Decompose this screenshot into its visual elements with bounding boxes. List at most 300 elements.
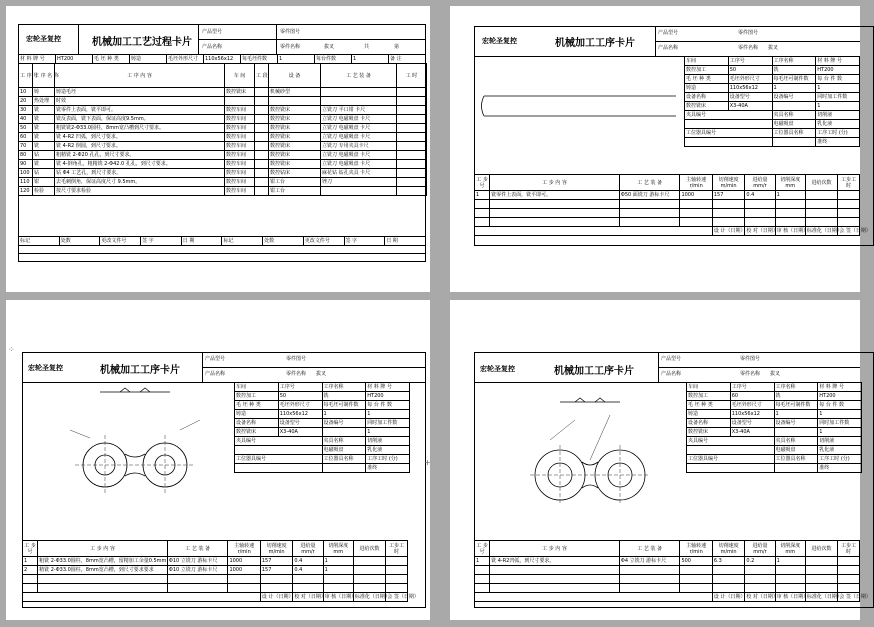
op-info-value: 铸造 <box>687 410 731 419</box>
op-step-cell: 1 <box>475 557 490 566</box>
op-info-label: 工序号 <box>730 383 774 392</box>
op-step-cell <box>619 584 680 593</box>
process-cell: 铣 <box>33 115 55 124</box>
op-step-cell <box>475 593 713 602</box>
op-info-value: 1 <box>772 84 816 93</box>
op-step-cell <box>838 566 860 575</box>
op-info-label: 设备型号 <box>278 419 322 428</box>
product-name-label: 产品名称 <box>658 45 679 51</box>
op-info-label: 工序号 <box>728 57 772 66</box>
part-name-label: 零件名称 <box>740 371 761 377</box>
op-step-cell <box>838 575 860 584</box>
process-header-cell: 工 段 <box>255 64 269 88</box>
op-info-label: 每毛坯可制件数 <box>774 401 818 410</box>
op-info-label: 夹具名称 <box>772 111 816 120</box>
op-info-value: X3-40A <box>728 102 772 111</box>
op-step-cell <box>353 566 385 575</box>
process-footer-cell: 标记 <box>19 237 60 246</box>
table-row <box>19 178 427 187</box>
op-step-cell <box>838 209 860 218</box>
op-step-cell <box>475 218 490 227</box>
product-name-label: 产品名称 <box>661 371 682 377</box>
op-step-cell <box>680 575 712 584</box>
part-no-label: 零件图号 <box>280 29 301 35</box>
company-logo-text: 宏轮圣复控 <box>480 365 515 373</box>
op-step-cell <box>775 218 805 227</box>
op-step-cell <box>23 593 261 602</box>
process-meta-cell: 1 <box>352 55 389 64</box>
op-step-cell <box>712 200 744 209</box>
op-step-cell: 157 <box>712 191 744 200</box>
table-row <box>23 566 408 575</box>
op-info-label: 工序名称 <box>322 383 366 392</box>
process-cell: 铣 4-倒角孔，粗精铣 2-Φ42.0 孔孔，到尺寸要求。 <box>55 160 225 169</box>
op-step-cell <box>353 557 385 566</box>
op-info-label: 夹具名称 <box>322 437 366 446</box>
process-cell <box>255 187 269 196</box>
op-info-label: 毛 坯 种 类 <box>685 75 729 84</box>
op-step-cell <box>490 209 620 218</box>
op-info-value: 铣 <box>772 66 816 75</box>
process-footer-cell: 签 字 <box>141 237 182 246</box>
op-step-cell: 1000 <box>228 557 260 566</box>
op-info-value: 1 <box>774 410 818 419</box>
op-info-value: 铸造 <box>235 410 279 419</box>
process-cell <box>321 97 397 106</box>
process-cell: 铣反表面，铣下表面，保证高度9.5mm。 <box>55 115 225 124</box>
op-step-cell <box>805 566 837 575</box>
op-info-label: 工序工时 (分) <box>818 455 862 464</box>
design-sign-cell: 会 签（日期） <box>387 594 419 600</box>
op-step-cell <box>619 218 680 227</box>
op-info-label: 工位器具编号 <box>687 455 775 464</box>
op-info-label: 工序号 <box>278 383 322 392</box>
table-row <box>19 124 427 133</box>
op-info-label: 工序工时 (分) <box>816 129 860 138</box>
design-sign-cell: 设 计（日期） <box>261 594 294 600</box>
process-cell: 检验 <box>33 187 55 196</box>
process-cell <box>321 187 397 196</box>
product-model-label: 产品型号 <box>658 30 679 36</box>
op-step-cell: 157 <box>260 557 292 566</box>
process-cell <box>255 124 269 133</box>
op-step-cell: 铣零件上表面，铣平即可。 <box>490 191 620 200</box>
op-step-cell <box>680 218 712 227</box>
process-cell <box>255 97 269 106</box>
op-info-label: 乳化液 <box>366 446 410 455</box>
op-info-label: 车间 <box>685 57 729 66</box>
page-total-label: 共 <box>364 44 370 50</box>
process-cell: 数控钻床 <box>269 169 321 178</box>
op-steps <box>474 174 871 236</box>
op-step-cell <box>838 584 860 593</box>
op-step-cell <box>805 575 837 584</box>
part-name-value: 拔叉 <box>770 371 781 377</box>
op-step-cell <box>260 575 292 584</box>
op-info-label: 同时加工件数 <box>816 93 860 102</box>
part-name-label: 零件名称 <box>286 371 307 377</box>
op-step-cell: 0.4 <box>745 191 775 200</box>
process-cell: 立铣刀 电磁吸盘 卡尺 <box>321 160 397 169</box>
process-cell: 机械砂型 <box>269 88 321 97</box>
op-step-cell <box>805 200 837 209</box>
op-info-label: 切削液 <box>818 437 862 446</box>
process-cell: 去毛刺倒角，保证高度尺寸 9.5mm。 <box>55 178 225 187</box>
op-info-label <box>772 138 816 147</box>
process-cell: 数控车间 <box>225 142 255 151</box>
op-step-cell <box>167 584 228 593</box>
part-name-value: 拔叉 <box>316 371 327 377</box>
op-info-label: 毛坯外形尺寸 <box>278 401 322 410</box>
process-meta-cell: HT200 <box>56 55 93 64</box>
op-step-header: 工 艺 装 备 <box>619 175 680 191</box>
process-cell: 数控车间 <box>225 151 255 160</box>
op-step-header: 工步工时 <box>838 175 860 191</box>
process-cell <box>321 88 397 97</box>
op-info-label: 同时加工件数 <box>818 419 862 428</box>
op-info-value: X3-40A <box>278 428 322 437</box>
design-sign-cell: 校 对（日期） <box>294 594 326 600</box>
op-step-cell: 1 <box>23 557 38 566</box>
op-info-value: 1 <box>816 102 860 111</box>
op-info-label: 同时加工件数 <box>366 419 410 428</box>
op-info-value: 110x56x12 <box>728 84 772 93</box>
table-row <box>19 106 427 115</box>
process-footer-cell: 标记 <box>222 237 263 246</box>
process-meta-cell: 铸造 <box>130 55 167 64</box>
process-cell <box>255 133 269 142</box>
table-row <box>19 142 427 151</box>
op-step-cell <box>745 584 775 593</box>
process-meta-cell: 毛 坯 种 类 <box>93 55 130 64</box>
op-step-header: 进给量 mm/r <box>745 175 775 191</box>
op-info-label: 工位器具名称 <box>774 455 818 464</box>
process-cell <box>269 97 321 106</box>
process-cell: 数控铣床 <box>269 142 321 151</box>
op-step-header: 工 步 内 容 <box>490 541 620 557</box>
op-step-cell <box>745 575 775 584</box>
op-info-value: 50 <box>728 66 772 75</box>
process-cell: 数控车间 <box>225 133 255 142</box>
op-step-cell <box>228 575 260 584</box>
op-info-label: 工序名称 <box>772 57 816 66</box>
process-cell: 时效 <box>55 97 225 106</box>
op-info-label: 毛坯外形尺寸 <box>730 401 774 410</box>
op-info-label: 材 料 牌 号 <box>366 383 410 392</box>
op-step-cell <box>619 209 680 218</box>
op-steps <box>474 540 871 602</box>
op-step-header: 工 步 号 <box>476 542 488 555</box>
process-cell: 10 <box>19 88 33 97</box>
process-card-sheet <box>6 6 430 292</box>
op-info-label: 每 台 件 数 <box>816 75 860 84</box>
op-step-cell: 1 <box>323 557 353 566</box>
process-footer <box>18 236 426 254</box>
process-cell: 数控车间 <box>225 187 255 196</box>
op-info-label: 工位器具名称 <box>772 129 816 138</box>
op-step-cell <box>712 575 744 584</box>
process-table <box>18 63 427 196</box>
design-sign-cell: 审 核（日期） <box>776 228 809 234</box>
op-info-label <box>687 446 775 455</box>
op-info-value: 数控加工 <box>685 66 729 75</box>
op-step-header: 主轴转速 r/min <box>680 541 712 557</box>
op-step-cell <box>805 218 837 227</box>
op-step-cell <box>490 575 620 584</box>
process-header-cell: 工 时 <box>397 64 427 88</box>
op-step-cell: Φ10 立铣刀 游标卡尺 <box>167 566 228 575</box>
op-info-label: 车间 <box>687 383 731 392</box>
op-step-cell <box>775 575 805 584</box>
design-sign-cell: 标准化（日期） <box>806 594 842 600</box>
process-cell: 数控车间 <box>225 124 255 133</box>
table-row <box>19 97 427 106</box>
process-cell: 100 <box>19 169 33 178</box>
op-info-label: 夹具名称 <box>774 437 818 446</box>
op-step-header: 切削速度 m/min <box>712 175 744 191</box>
op-step-cell: 1 <box>775 191 805 200</box>
process-cell: 立铣刀 电磁吸盘 卡尺 <box>321 151 397 160</box>
op-step-cell: 1 <box>475 191 490 200</box>
op-card-title: 机械加工工序卡片 <box>100 365 180 376</box>
process-cell: 铣 <box>33 160 55 169</box>
op-step-cell <box>386 557 408 566</box>
op-info-label: 设备编号 <box>322 419 366 428</box>
op-info-label <box>685 120 773 129</box>
op-step-cell <box>38 575 168 584</box>
op-step-cell <box>293 575 323 584</box>
op-step-cell <box>680 209 712 218</box>
op-info-value: 铣 <box>774 392 818 401</box>
op-info-value <box>774 428 818 437</box>
process-header-cell: 设 备 <box>269 64 321 88</box>
process-cell: 铣 <box>33 142 55 151</box>
op-info-value: 60 <box>730 392 774 401</box>
op-info-value: HT200 <box>366 392 410 401</box>
process-cell: 钳工台 <box>269 178 321 187</box>
op-step-cell: 粗铣 2-Φ33.0圆柱，8mm宽凸槽，留精加工余量0.5mm <box>39 558 167 564</box>
op-step-cell: 铣 4-R2凹弧，到尺寸要求。 <box>490 557 620 566</box>
op-info-label: 工位器具编号 <box>685 129 773 138</box>
op-step-header: 主轴转速 r/min <box>680 175 712 191</box>
process-cell <box>397 169 427 178</box>
op-info-label: 设备名称 <box>687 419 731 428</box>
process-header-cell: 工 序 名 称 <box>33 64 55 88</box>
process-cell: 立铣刀 电磁吸盘 卡尺 <box>321 133 397 142</box>
op-info-label: 电磁吸盘 <box>774 446 818 455</box>
op-step-cell <box>619 575 680 584</box>
process-cell <box>397 88 427 97</box>
op-step-cell <box>386 566 408 575</box>
op-step-header: 工步工时 <box>386 541 408 557</box>
design-sign-cell: 校 对（日期） <box>746 228 778 234</box>
op-step-cell <box>490 200 620 209</box>
op-info-value <box>322 428 366 437</box>
part-name-label: 零件名称 <box>280 44 301 50</box>
op-step-cell <box>775 584 805 593</box>
op-step-cell <box>490 218 620 227</box>
process-cell: 铣 <box>33 133 55 142</box>
table-row <box>19 160 427 169</box>
op-info-label: 毛坯外形尺寸 <box>728 75 772 84</box>
process-footer-cell: 更改文件号 <box>303 237 344 246</box>
op-step-cell <box>775 566 805 575</box>
process-cell: 钳 <box>33 178 55 187</box>
process-cell: 数控铣床 <box>269 133 321 142</box>
process-cell: 铣 4-R2 凹弧，到尺寸要求。 <box>55 133 225 142</box>
op-card-sheet-2: ⁘ 宏轮圣复控 机械加工工序卡片 产品型号 产品名称 零件图号 零件名称 拔叉 车间 工序号 工序名称 材 料 牌 号 数控加工 50 铣 HT200 毛 坯 种 类 毛坯外形尺寸 每毛坯可制件数 每 台 件 数 铸造 110x56x12 1 1 设备名称 设备型号 设备编号 同时加工件数 数控铣床 X3-40A 1 夹具编号 夹具名称 切削液 电磁吸盘 乳化液 工位器具编号 工位器具名称 工序工时 (分) 准终 工 步 号 工 步 内 容 工 艺 装 备 主轴转速 r/min 切削速度 m/min 进给量 mm/r 切削深度 mm 进给次数 工步工时 1 粗铣 2-Φ33.0圆柱，8mm宽凸槽，留精加工余量0.5mm Φ10 立铣刀 游标卡尺 1000 157 0.4 1 2 精铣 2-Φ33.0圆柱，8mm宽凸槽，到尺寸要求要求 Φ10 立铣刀 游标卡尺 1000 157 0.4 1 设 计（日期） 校 对（日期） 审 核（日期） 标准化（日期） 会 签（日期） + <box>6 300 430 620</box>
process-footer-cell: 更改文件号 <box>100 237 141 246</box>
op-step-header: 切削深度 mm <box>775 175 805 191</box>
op-step-cell: 1 <box>775 557 805 566</box>
op-info-value: 数控加工 <box>235 392 279 401</box>
process-cell <box>397 97 427 106</box>
process-header-cell: 工 艺 装 备 <box>321 64 397 88</box>
process-cell: 70 <box>19 142 33 151</box>
process-cell: 钻 <box>33 169 55 178</box>
op-info-label: 每毛坯可制件数 <box>322 401 366 410</box>
process-meta-cell: 备 注 <box>389 55 426 64</box>
op-step-cell: 6.3 <box>712 557 744 566</box>
design-sign-cell: 设 计（日期） <box>713 594 746 600</box>
page-no-label: 第 <box>394 44 400 50</box>
process-cell <box>397 151 427 160</box>
table-row <box>19 151 427 160</box>
op-step-cell <box>475 209 490 218</box>
process-cell: 数控铣床 <box>269 124 321 133</box>
op-steps <box>22 540 419 602</box>
process-footer-cell: 处数 <box>263 237 304 246</box>
op-info-label: 准终 <box>818 464 862 473</box>
op-step-header: 主轴转速 r/min <box>228 541 260 557</box>
op-info-label: 乳化液 <box>818 446 862 455</box>
op-step-cell <box>167 575 228 584</box>
process-cell: 铣 <box>33 106 55 115</box>
process-cell: 铣 4-R2 倒圆，到尺寸要求。 <box>55 142 225 151</box>
op-step-cell <box>490 566 620 575</box>
op-info-value: 数控加工 <box>687 392 731 401</box>
process-cell <box>255 106 269 115</box>
op-step-cell <box>745 566 775 575</box>
op-step-cell <box>23 584 38 593</box>
process-meta-cell: 材 料 牌 号 <box>19 55 56 64</box>
process-cell: 数控车间 <box>225 178 255 187</box>
op-info-value <box>772 102 816 111</box>
process-cell: 立铣刀 电磁吸盘 卡尺 <box>321 124 397 133</box>
op-card-title: 机械加工工序卡片 <box>554 366 634 377</box>
table-row <box>23 557 408 566</box>
company-logo-text: 宏轮圣复控 <box>28 364 63 372</box>
process-footer-cell: 签 字 <box>344 237 385 246</box>
op-info-value: 铣 <box>322 392 366 401</box>
op-info-label: 每 台 件 数 <box>818 401 862 410</box>
process-cell: 数控车间 <box>225 160 255 169</box>
op-step-header: 进给次数 <box>353 541 385 557</box>
op-info-value: 数控铣床 <box>687 428 731 437</box>
op-info-value: 110x56x12 <box>278 410 322 419</box>
op-info-value: 铸造 <box>685 84 729 93</box>
product-name-label: 产品名称 <box>202 44 223 50</box>
process-cell: 钳工台 <box>269 187 321 196</box>
process-cell: 数控铣床 <box>269 106 321 115</box>
op-step-cell: 157 <box>260 566 292 575</box>
op-step-cell <box>838 557 860 566</box>
op-info-label: 设备名称 <box>235 419 279 428</box>
op-info-label: 设备型号 <box>730 419 774 428</box>
design-sign-cell: 会 签（日期） <box>839 228 871 234</box>
op-step-cell <box>680 200 712 209</box>
op-step-cell <box>745 218 775 227</box>
op-step-header: 切削速度 m/min <box>260 541 292 557</box>
op-step-cell <box>805 557 837 566</box>
op-step-cell <box>745 209 775 218</box>
process-cell: 立铣刀 平口钳 卡尺 <box>321 106 397 115</box>
process-cell: 立铣刀 电磁吸盘 卡尺 <box>321 115 397 124</box>
op-step-cell: 1000 <box>680 191 712 200</box>
op-step-cell <box>353 584 385 593</box>
op-step-cell <box>260 584 292 593</box>
table-row <box>19 88 427 97</box>
process-cell: 铸造毛坯 <box>55 88 225 97</box>
op-step-cell: 精铣 2-Φ33.0圆柱，8mm宽凸槽，到尺寸要求要求 <box>38 566 168 575</box>
process-cell: 锉刀 <box>321 178 397 187</box>
op-step-cell <box>228 584 260 593</box>
process-cell: 粗精铣 2-Φ20 孔孔，到尺寸要求。 <box>55 151 225 160</box>
op-step-cell <box>745 200 775 209</box>
op-card-sheet-3 <box>450 300 871 620</box>
process-header-cell: 工 序 内 容 <box>55 64 225 88</box>
op-info-value: 数控铣床 <box>685 102 729 111</box>
op-info-label: 材 料 牌 号 <box>818 383 862 392</box>
process-cell: 数控铣床 <box>269 151 321 160</box>
process-cell: 热处理 <box>33 97 55 106</box>
op-step-cell <box>475 575 490 584</box>
table-row <box>19 187 427 196</box>
op-step-cell <box>323 584 353 593</box>
process-cell: 数控铣床 <box>269 160 321 169</box>
op-step-header: 进给量 mm/r <box>293 541 323 557</box>
op-step-cell <box>805 584 837 593</box>
op-info-label <box>235 464 323 473</box>
process-meta-cell: 1 <box>278 55 315 64</box>
op-info-value: 1 <box>816 84 860 93</box>
process-cell: 40 <box>19 115 33 124</box>
op-info-value: 1 <box>366 410 410 419</box>
process-cell <box>255 160 269 169</box>
op-step-cell <box>838 218 860 227</box>
op-step-cell: 2 <box>23 566 38 575</box>
op-info-value: 110x56x12 <box>730 410 774 419</box>
op-step-cell <box>805 209 837 218</box>
op-info-label: 乳化液 <box>816 120 860 129</box>
op-step-cell: 1 <box>323 566 353 575</box>
process-cell: 铣 <box>33 124 55 133</box>
process-cell: 数控车间 <box>225 169 255 178</box>
op-step-cell <box>475 584 490 593</box>
op-info-label: 每毛坯可制件数 <box>772 75 816 84</box>
op-info-label: 工位器具编号 <box>235 455 323 464</box>
op-step-header: 进给量 mm/r <box>745 541 775 557</box>
process-cell: 数控车间 <box>225 106 255 115</box>
process-header-cell: 工 序 号 <box>19 64 33 88</box>
op-step-cell <box>38 584 168 593</box>
process-cell: 立铣刀 专用夹具卡尺 <box>321 142 397 151</box>
table-row <box>19 169 427 178</box>
process-cell: 按尺寸要求检验 <box>55 187 225 196</box>
op-info-label: 材 料 牌 号 <box>816 57 860 66</box>
op-info-label <box>322 464 366 473</box>
design-sign-cell: 设 计（日期） <box>713 228 746 234</box>
